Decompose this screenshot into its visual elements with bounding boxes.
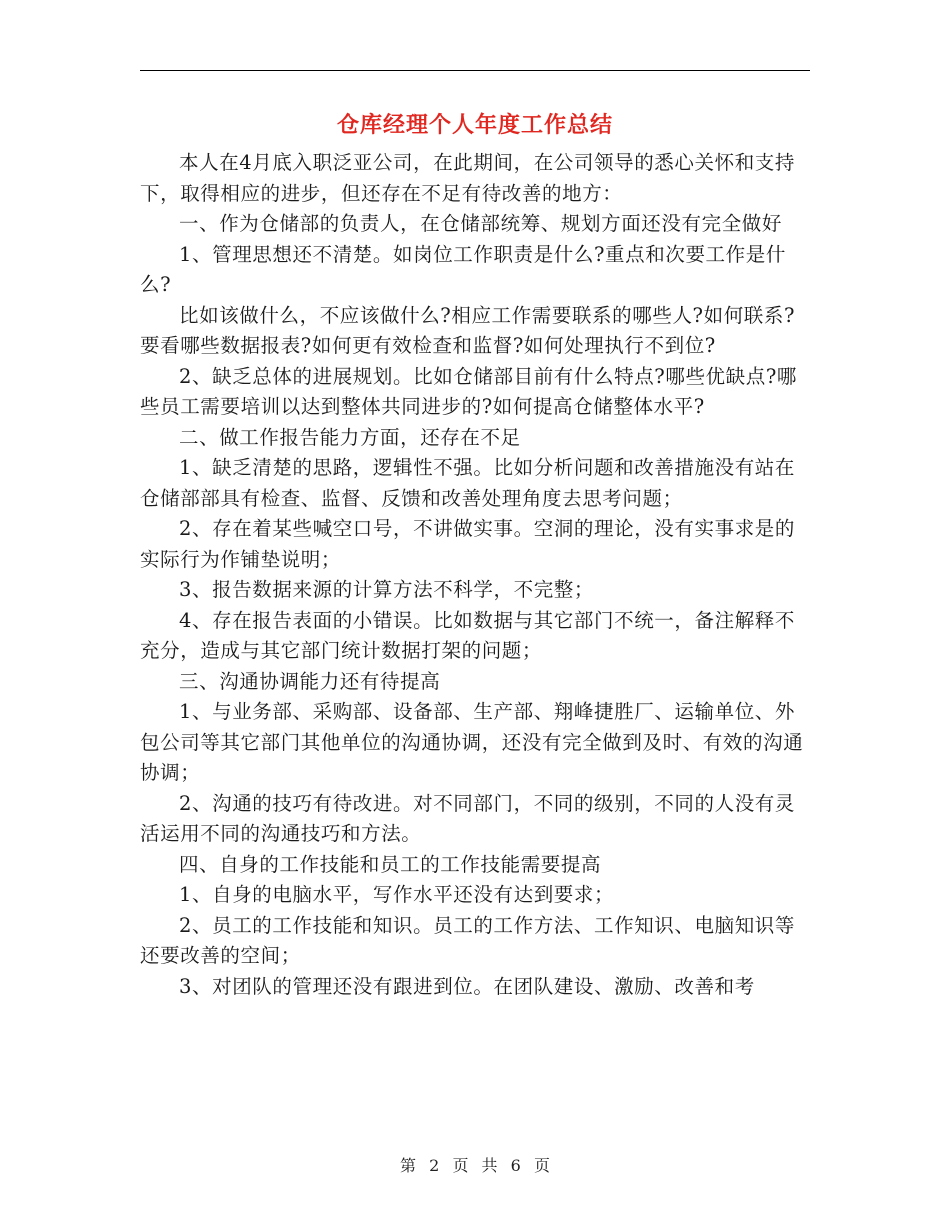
paragraph: 1、管理思想还不清楚。如岗位工作职责是什么?重点和次要工作是什么? <box>140 242 786 296</box>
paragraph: 2、缺乏总体的进展规划。比如仓储部目前有什么特点?哪些优缺点?哪些员工需要培训以达到整体共同进步的?如何提高仓储整体水平? <box>140 364 798 418</box>
header-rule <box>140 70 810 71</box>
section-heading: 三、沟通协调能力还有待提高 <box>179 669 441 693</box>
paragraph: 2、存在着某些喊空口号，不讲做实事。空洞的理论，没有实事求是的实际行为作铺垫说明； <box>140 517 796 571</box>
page-footer <box>0 1153 950 1176</box>
paragraph: 本人在4月底入职泛亚公司，在此期间，在公司领导的悉心关怀和支持下，取得相应的进步，但还存在不足有待改善的地方： <box>140 151 796 205</box>
total-page-number: 6 <box>510 1156 521 1175</box>
paragraph: 3、对团队的管理还没有跟进到位。在团队建设、激励、改善和考 <box>179 974 755 998</box>
document-title: 仓库经理个人年度工作总结 <box>336 112 613 138</box>
section-heading: 二、做工作报告能力方面，还存在不足 <box>179 425 521 449</box>
footer-total-prefix: 共 <box>481 1156 498 1175</box>
paragraph: 1、缺乏清楚的思路，逻辑性不强。比如分析问题和改善措施没有站在仓储部部具有检查、监督、反馈和改善处理角度去思考问题； <box>140 456 796 510</box>
paragraph: 1、自身的电脑水平，写作水平还没有达到要求； <box>179 883 615 906</box>
paragraph: 2、员工的工作技能和知识。员工的工作方法、工作知识、电脑知识等还要改善的空间； <box>140 913 796 967</box>
document-body <box>140 148 812 1002</box>
footer-prefix: 第 <box>400 1156 417 1175</box>
current-page-number: 2 <box>429 1156 440 1175</box>
paragraph: 比如该做什么，不应该做什么?相应工作需要联系的哪些人?如何联系?要看哪些数据报表?如何更有效检查和监督?如何处理执行不到位? <box>140 303 796 357</box>
paragraph: 2、沟通的技巧有待改进。对不同部门，不同的级别，不同的人没有灵活运用不同的沟通技巧和方法。 <box>140 791 796 845</box>
section-heading: 一、作为仓储部的负责人，在仓储部统筹、规划方面还没有完全做好 <box>179 212 783 235</box>
footer-total-unit: 页 <box>533 1156 550 1175</box>
paragraph: 1、与业务部、采购部、设备部、生产部、翔峰捷胜厂、运输单位、外包公司等其它部门其他单位的沟通协调，还没有完全做到及时、有效的沟通协调； <box>140 700 804 784</box>
footer-page-unit: 页 <box>452 1156 469 1175</box>
paragraph: 4、存在报告表面的小错误。比如数据与其它部门不统一，备注解释不充分，造成与其它部门统计数据打架的问题； <box>140 608 796 662</box>
section-heading: 四、自身的工作技能和员工的工作技能需要提高 <box>179 852 602 876</box>
paragraph: 3、报告数据来源的计算方法不科学，不完整； <box>179 578 595 601</box>
